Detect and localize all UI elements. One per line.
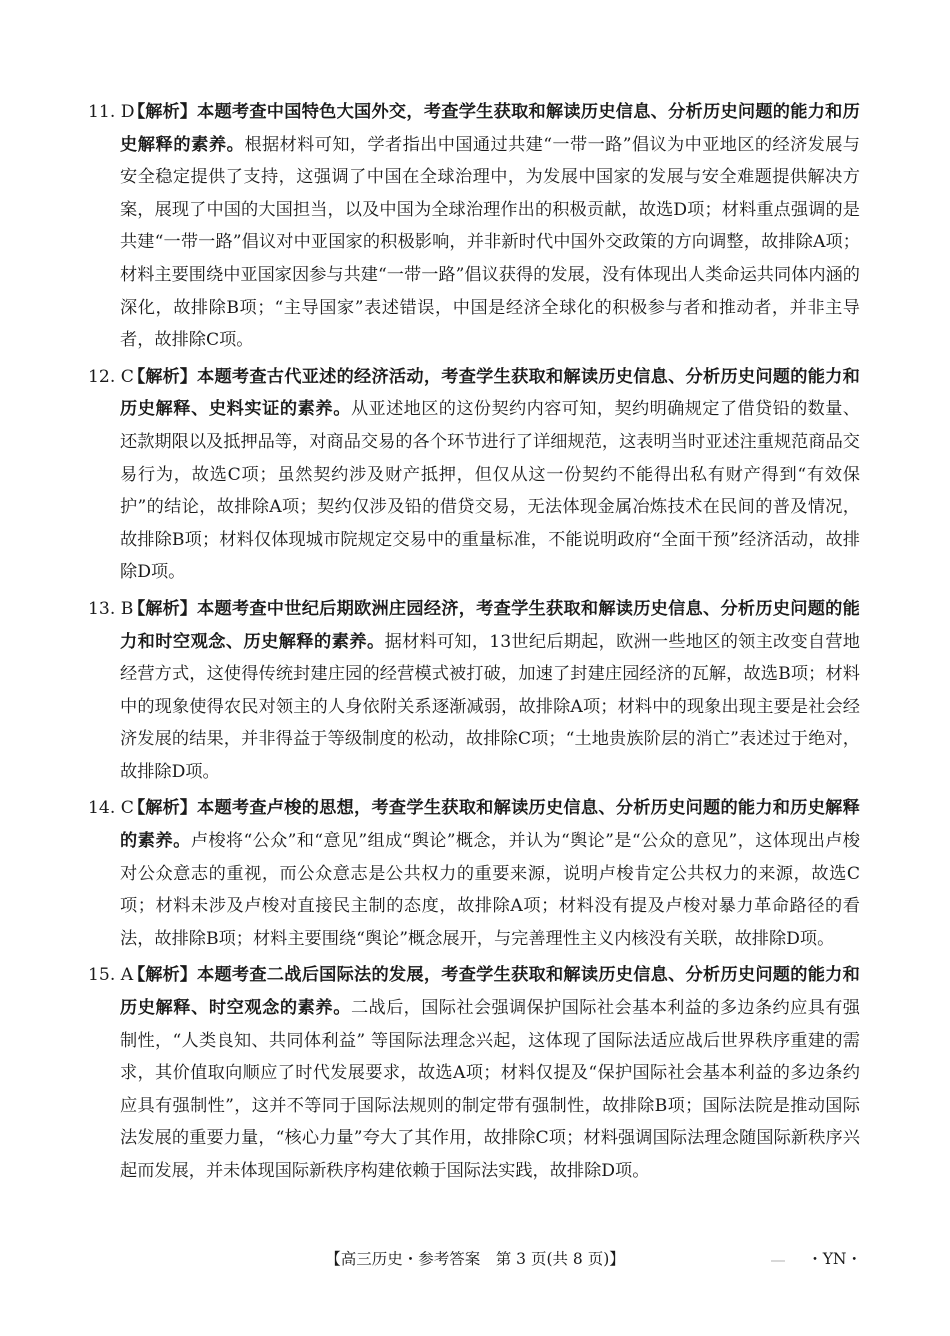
analysis-lead: 本题考查古代亚述的经济活动，考查学生获取和解读历史信息、分析历史问题的能力和历史解释、史料实证的素养。 xyxy=(120,366,860,420)
answer-number: 11. D xyxy=(88,102,135,122)
faint-divider-mark xyxy=(771,1260,785,1262)
region-code: ・YN・ xyxy=(807,1250,862,1268)
analysis-lead: 本题考查卢梭的思想，考查学生获取和解读历史信息、分析历史问题的能力和历史解释的素养。 xyxy=(120,798,860,852)
answer-item-11 xyxy=(88,96,860,357)
analysis-tag: 【解析】 xyxy=(128,598,197,619)
answer-number: 13. B xyxy=(88,598,134,619)
answer-list xyxy=(88,96,860,1192)
answer-item-13 xyxy=(88,593,860,789)
analysis-body: 卢梭将“公众”和“意见”组成“舆论”概念，并认为“舆论”是“公众的意见”，这体现出卢梭对公众意志的重视，而公众意志是公共权力的重要来源，说明卢梭肯定公共权力的来源，故选C项；材料未涉及卢梭对直接民主制的态度，故排除A项；材料没有提及卢梭对暴力革命路径的看法，故排除B项；材料主要围绕“舆论”概念展开，与完善理性主义内核没有关联，故排除D项。 xyxy=(120,831,860,949)
answer-text xyxy=(120,792,860,955)
answer-text xyxy=(120,96,860,357)
answer-item-12 xyxy=(88,361,860,589)
answer-number: 15. A xyxy=(88,965,134,986)
analysis-tag: 【解析】 xyxy=(128,965,197,986)
page-footer xyxy=(0,1246,950,1272)
answer-text xyxy=(120,361,860,589)
answer-item-15 xyxy=(88,959,860,1187)
analysis-tag: 【解析】 xyxy=(128,798,197,819)
analysis-body: 从亚述地区的这份契约内容可知，契约明确规定了借贷铅的数量、还款期限以及抵押品等，对商品交易的各个环节进行了详细规范，这表明当时亚述注重规范商品交易行为，故选C项；虽然契约涉及财产抵押，但仅从这一份契约不能得出私有财产得到“有效保护”的结论，故排除A项；契约仅涉及铅的借贷交易，无法体现金属冶炼技术在民间的普及情况，故排除B项；材料仅体现城市院规定交易中的重量标准，不能说明政府“全面干预”经济活动，故排除D项。 xyxy=(120,399,860,583)
answer-text xyxy=(120,959,860,1187)
page-footer-title: 【高三历史・参考答案 第 3 页(共 8 页)】 xyxy=(325,1250,625,1268)
answer-item-14 xyxy=(88,792,860,955)
answer-number: 14. C xyxy=(88,798,134,819)
analysis-lead: 本题考查二战后国际法的发展，考查学生获取和解读历史信息、分析历史问题的能力和历史解释、时空观念的素养。 xyxy=(120,965,860,1019)
analysis-lead: 本题考查中世纪后期欧洲庄园经济，考查学生获取和解读历史信息、分析历史问题的能力和时空观念、历史解释的素养。 xyxy=(120,598,860,652)
analysis-tag: 【解析】 xyxy=(128,102,197,122)
analysis-body: 据材料可知，13世纪后期起，欧洲一些地区的领主改变自营地经营方式，这使得传统封建庄园的经营模式被打破，加速了封建庄园经济的瓦解，故选B项；材料中的现象使得农民对领主的人身依附关系逐渐减弱，故排除A项；材料中的现象出现主要是社会经济发展的结果，并非得益于等级制度的松动，故排除C项；“土地贵族阶层的消亡”表述过于绝对，故排除D项。 xyxy=(120,631,860,782)
analysis-tag: 【解析】 xyxy=(128,366,197,387)
analysis-lead: 本题考查中国特色大国外交，考查学生获取和解读历史信息、分析历史问题的能力和历史解释的素养。 xyxy=(120,102,860,155)
analysis-body: 根据材料可知，学者指出中国通过共建“一带一路”倡议为中亚地区的经济发展与安全稳定提供了支持，这强调了中国在全球治理中，为发展中国家的发展与安全难题提供解决方案，展现了中国的大国担当，以及中国为全球治理作出的积极贡献，故选D项；材料重点强调的是共建“一带一路”倡议对中亚国家的积极影响，并非新时代中国外交政策的方向调整，故排除A项；材料主要围绕中亚国家因参与共建“一带一路”倡议获得的发展，没有体现出人类命运共同体内涵的深化，故排除B项；“主导国家”表述错误，中国是经济全球化的积极参与者和推动者，并非主导者，故排除C项。 xyxy=(120,134,860,351)
analysis-body: 二战后，国际社会强调保护国际社会基本利益的多边条约应具有强制性，“人类良知、共同体利益” 等国际法理念兴起，这体现了国际法适应战后世界秩序重建的需求，其价值取向顺应了时代发展要求，故选A项；材料仅提及“保护国际社会基本利益的多边条约应具有强制性”，这并不等同于国际法规则的制定带有强制性，故排除B项；国际法院是推动国际法发展的重要力量，“核心力量”夸大了其作用，故排除C项；材料强调国际法理念随国际新秩序兴起而发展，并未体现国际新秩序构建依赖于国际法实践，故排除D项。 xyxy=(120,998,860,1181)
answer-number: 12. C xyxy=(88,366,134,387)
answer-text xyxy=(120,593,860,789)
